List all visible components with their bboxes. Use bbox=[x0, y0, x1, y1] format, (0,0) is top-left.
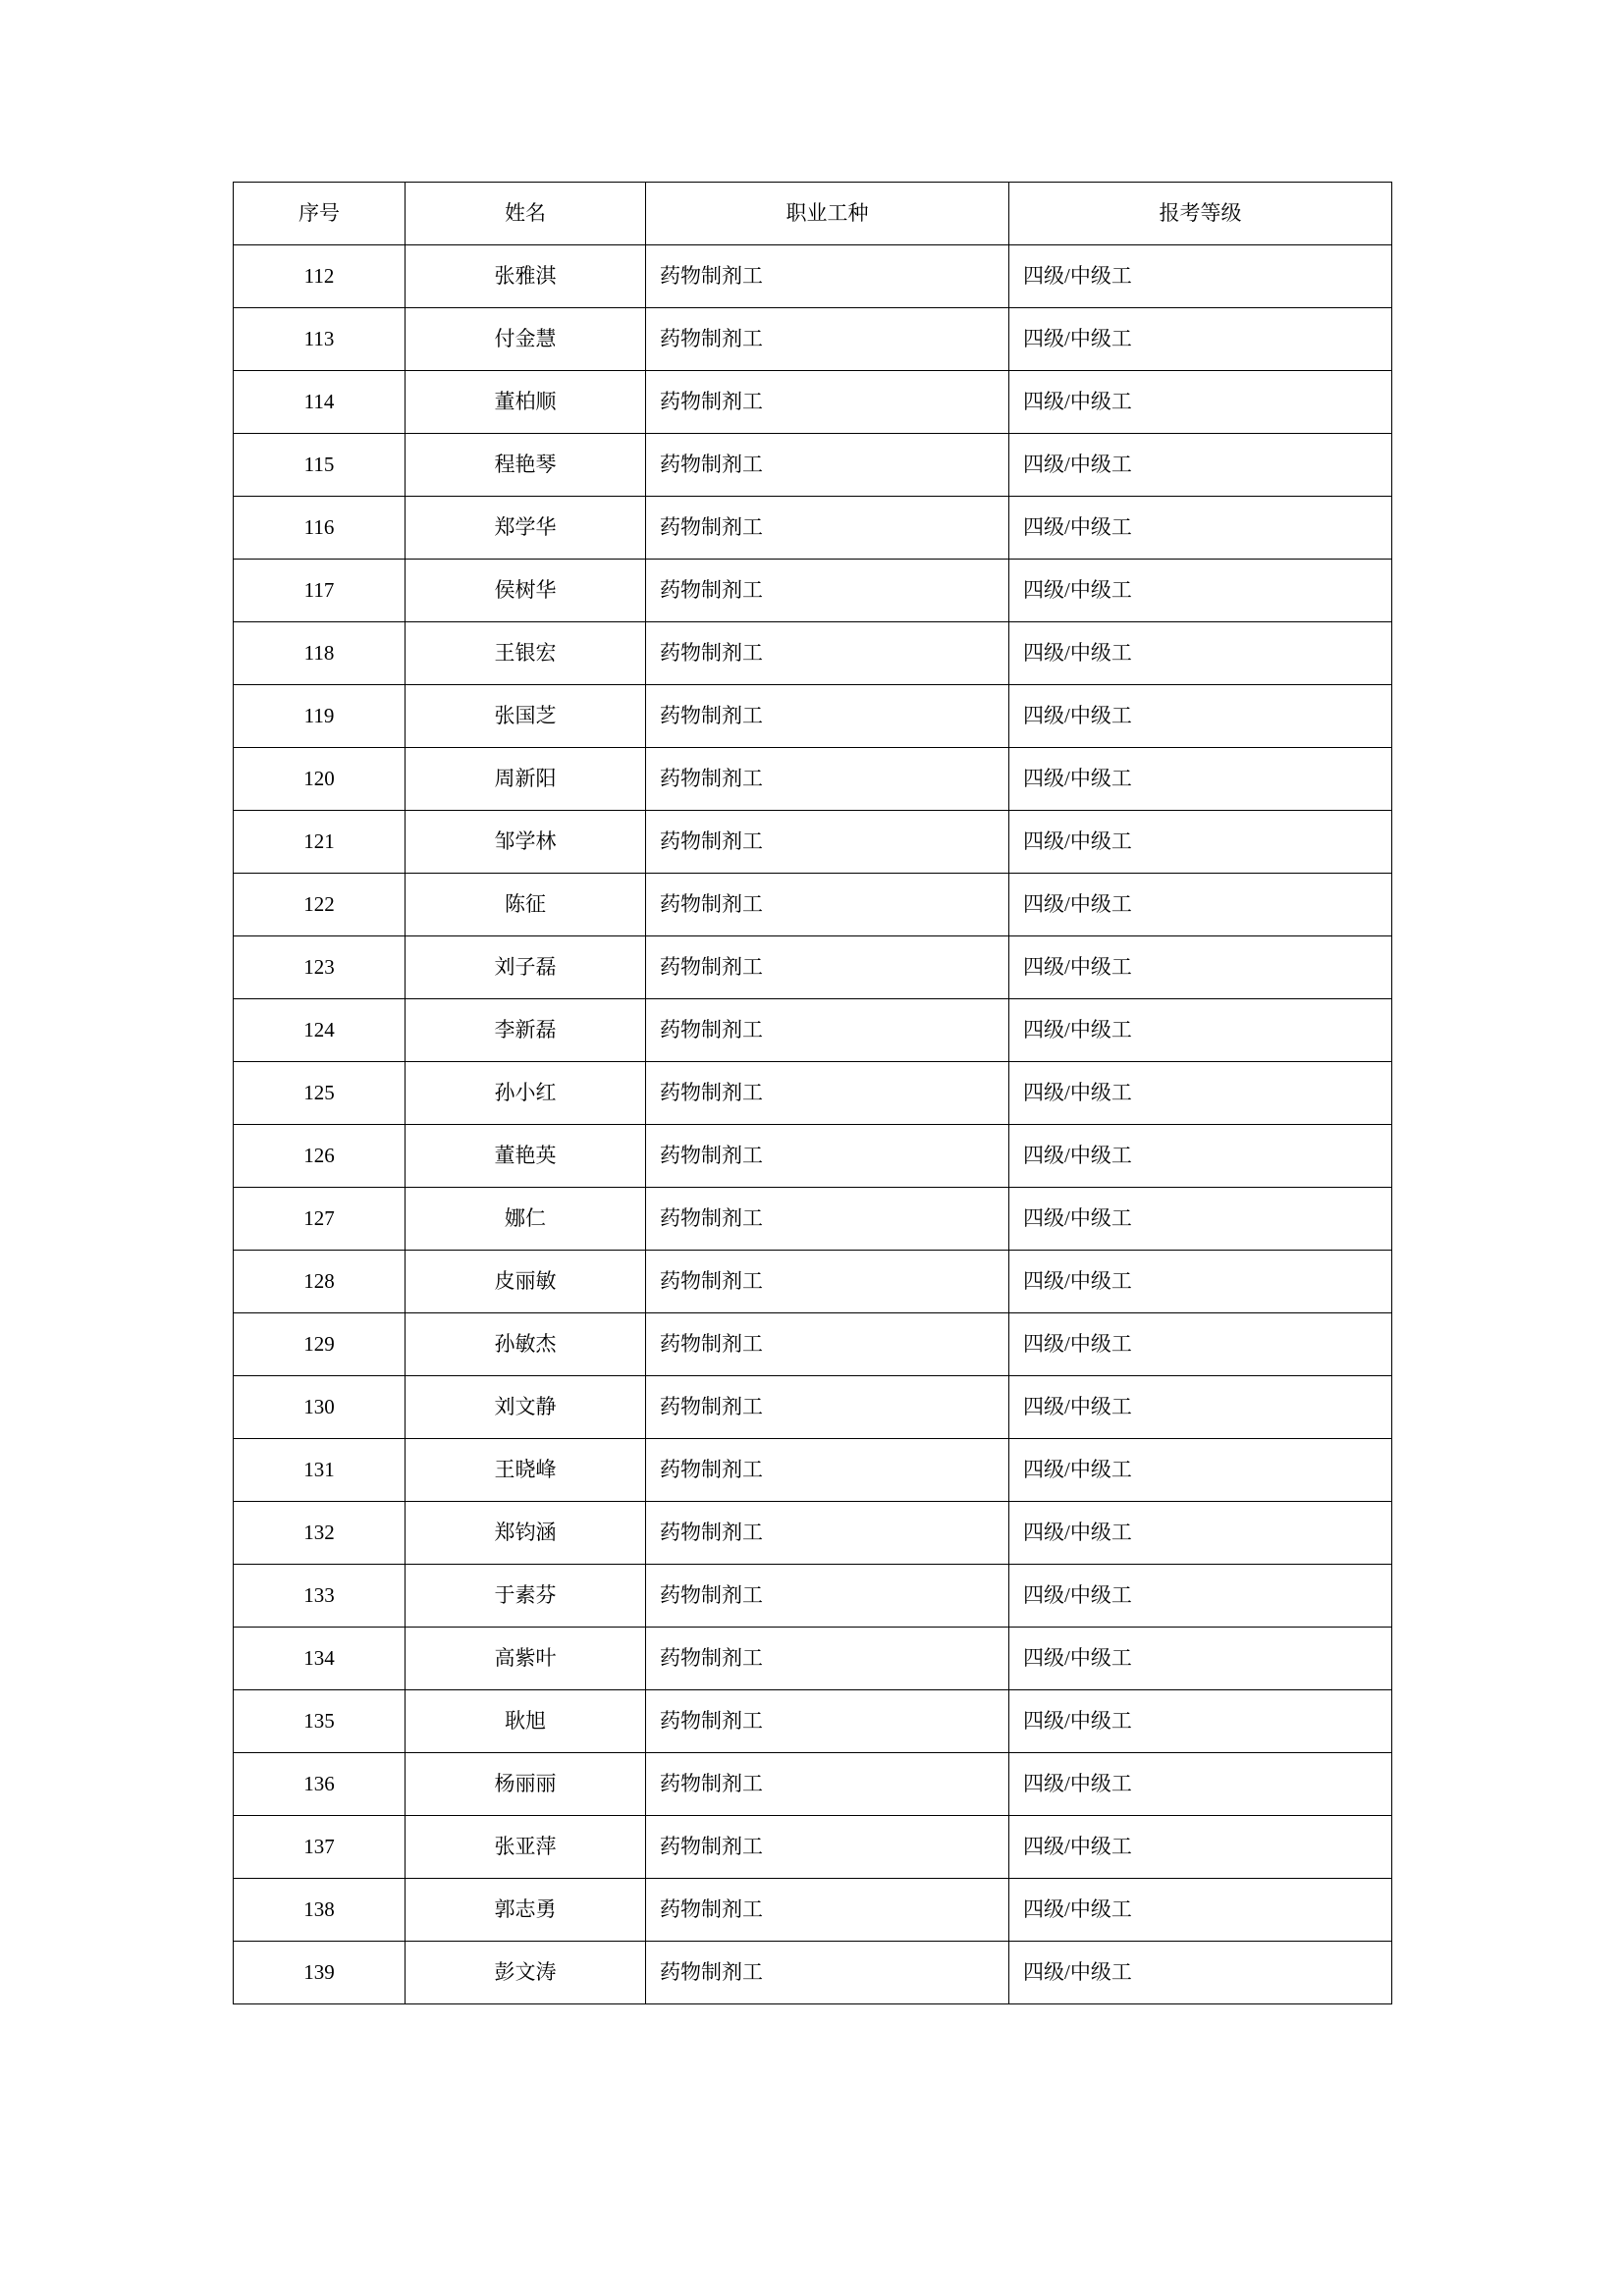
column-header-level: 报考等级 bbox=[1009, 183, 1392, 245]
table-row bbox=[234, 685, 1392, 748]
table-row bbox=[234, 371, 1392, 434]
cell-seq: 122 bbox=[234, 874, 406, 936]
cell-level: 四级/中级工 bbox=[1009, 1565, 1392, 1628]
cell-level: 四级/中级工 bbox=[1009, 1062, 1392, 1125]
cell-seq: 133 bbox=[234, 1565, 406, 1628]
cell-level: 四级/中级工 bbox=[1009, 308, 1392, 371]
cell-level: 四级/中级工 bbox=[1009, 811, 1392, 874]
cell-job: 药物制剂工 bbox=[646, 748, 1009, 811]
table-row bbox=[234, 874, 1392, 936]
cell-seq: 132 bbox=[234, 1502, 406, 1565]
table-row bbox=[234, 748, 1392, 811]
cell-level: 四级/中级工 bbox=[1009, 245, 1392, 308]
table-row bbox=[234, 308, 1392, 371]
column-header-name: 姓名 bbox=[406, 183, 646, 245]
cell-seq: 139 bbox=[234, 1942, 406, 2004]
cell-level: 四级/中级工 bbox=[1009, 874, 1392, 936]
table-row bbox=[234, 622, 1392, 685]
cell-job: 药物制剂工 bbox=[646, 1565, 1009, 1628]
cell-name: 娜仁 bbox=[406, 1188, 646, 1251]
cell-name: 王晓峰 bbox=[406, 1439, 646, 1502]
table-row bbox=[234, 560, 1392, 622]
table-row bbox=[234, 1502, 1392, 1565]
cell-name: 杨丽丽 bbox=[406, 1753, 646, 1816]
cell-level: 四级/中级工 bbox=[1009, 371, 1392, 434]
cell-level: 四级/中级工 bbox=[1009, 1753, 1392, 1816]
cell-name: 张雅淇 bbox=[406, 245, 646, 308]
cell-name: 王银宏 bbox=[406, 622, 646, 685]
table-row bbox=[234, 1062, 1392, 1125]
table-row bbox=[234, 936, 1392, 999]
cell-name: 李新磊 bbox=[406, 999, 646, 1062]
table-row bbox=[234, 1313, 1392, 1376]
cell-job: 药物制剂工 bbox=[646, 1062, 1009, 1125]
table-row bbox=[234, 1251, 1392, 1313]
table-row bbox=[234, 497, 1392, 560]
table-row bbox=[234, 1816, 1392, 1879]
cell-level: 四级/中级工 bbox=[1009, 1502, 1392, 1565]
cell-name: 郭志勇 bbox=[406, 1879, 646, 1942]
cell-name: 高紫叶 bbox=[406, 1628, 646, 1690]
cell-name: 刘子磊 bbox=[406, 936, 646, 999]
cell-seq: 131 bbox=[234, 1439, 406, 1502]
table-row bbox=[234, 434, 1392, 497]
cell-name: 孙敏杰 bbox=[406, 1313, 646, 1376]
cell-seq: 127 bbox=[234, 1188, 406, 1251]
table-row bbox=[234, 1753, 1392, 1816]
cell-seq: 129 bbox=[234, 1313, 406, 1376]
cell-seq: 119 bbox=[234, 685, 406, 748]
cell-level: 四级/中级工 bbox=[1009, 1879, 1392, 1942]
cell-seq: 137 bbox=[234, 1816, 406, 1879]
cell-name: 皮丽敏 bbox=[406, 1251, 646, 1313]
table-row bbox=[234, 1188, 1392, 1251]
column-header-seq: 序号 bbox=[234, 183, 406, 245]
cell-seq: 136 bbox=[234, 1753, 406, 1816]
cell-job: 药物制剂工 bbox=[646, 1753, 1009, 1816]
cell-name: 付金慧 bbox=[406, 308, 646, 371]
table-row bbox=[234, 1942, 1392, 2004]
cell-job: 药物制剂工 bbox=[646, 999, 1009, 1062]
cell-level: 四级/中级工 bbox=[1009, 999, 1392, 1062]
cell-level: 四级/中级工 bbox=[1009, 497, 1392, 560]
cell-seq: 120 bbox=[234, 748, 406, 811]
cell-name: 郑钧涵 bbox=[406, 1502, 646, 1565]
cell-level: 四级/中级工 bbox=[1009, 1690, 1392, 1753]
table-row bbox=[234, 1125, 1392, 1188]
cell-level: 四级/中级工 bbox=[1009, 434, 1392, 497]
cell-level: 四级/中级工 bbox=[1009, 1251, 1392, 1313]
cell-seq: 114 bbox=[234, 371, 406, 434]
table-row bbox=[234, 1879, 1392, 1942]
cell-name: 侯树华 bbox=[406, 560, 646, 622]
cell-job: 药物制剂工 bbox=[646, 1188, 1009, 1251]
cell-name: 张亚萍 bbox=[406, 1816, 646, 1879]
cell-job: 药物制剂工 bbox=[646, 497, 1009, 560]
cell-level: 四级/中级工 bbox=[1009, 622, 1392, 685]
cell-job: 药物制剂工 bbox=[646, 685, 1009, 748]
cell-level: 四级/中级工 bbox=[1009, 1628, 1392, 1690]
cell-seq: 126 bbox=[234, 1125, 406, 1188]
cell-seq: 138 bbox=[234, 1879, 406, 1942]
table-row bbox=[234, 999, 1392, 1062]
cell-job: 药物制剂工 bbox=[646, 622, 1009, 685]
column-header-job: 职业工种 bbox=[646, 183, 1009, 245]
cell-job: 药物制剂工 bbox=[646, 1376, 1009, 1439]
cell-seq: 117 bbox=[234, 560, 406, 622]
cell-seq: 123 bbox=[234, 936, 406, 999]
cell-name: 于素芬 bbox=[406, 1565, 646, 1628]
cell-seq: 135 bbox=[234, 1690, 406, 1753]
cell-job: 药物制剂工 bbox=[646, 1942, 1009, 2004]
cell-name: 耿旭 bbox=[406, 1690, 646, 1753]
cell-job: 药物制剂工 bbox=[646, 1879, 1009, 1942]
cell-level: 四级/中级工 bbox=[1009, 1816, 1392, 1879]
cell-job: 药物制剂工 bbox=[646, 1439, 1009, 1502]
cell-job: 药物制剂工 bbox=[646, 371, 1009, 434]
table-row bbox=[234, 811, 1392, 874]
cell-name: 董艳英 bbox=[406, 1125, 646, 1188]
cell-level: 四级/中级工 bbox=[1009, 1125, 1392, 1188]
cell-seq: 113 bbox=[234, 308, 406, 371]
cell-seq: 118 bbox=[234, 622, 406, 685]
cell-job: 药物制剂工 bbox=[646, 434, 1009, 497]
cell-level: 四级/中级工 bbox=[1009, 1313, 1392, 1376]
cell-job: 药物制剂工 bbox=[646, 1502, 1009, 1565]
cell-seq: 115 bbox=[234, 434, 406, 497]
table-row bbox=[234, 1690, 1392, 1753]
cell-level: 四级/中级工 bbox=[1009, 560, 1392, 622]
table-header bbox=[234, 183, 1392, 245]
table-row bbox=[234, 245, 1392, 308]
cell-level: 四级/中级工 bbox=[1009, 1439, 1392, 1502]
cell-job: 药物制剂工 bbox=[646, 1251, 1009, 1313]
cell-seq: 116 bbox=[234, 497, 406, 560]
cell-seq: 125 bbox=[234, 1062, 406, 1125]
cell-name: 董柏顺 bbox=[406, 371, 646, 434]
cell-level: 四级/中级工 bbox=[1009, 1376, 1392, 1439]
cell-job: 药物制剂工 bbox=[646, 1313, 1009, 1376]
cell-seq: 124 bbox=[234, 999, 406, 1062]
cell-seq: 121 bbox=[234, 811, 406, 874]
cell-seq: 134 bbox=[234, 1628, 406, 1690]
cell-name: 彭文涛 bbox=[406, 1942, 646, 2004]
cell-job: 药物制剂工 bbox=[646, 245, 1009, 308]
cell-level: 四级/中级工 bbox=[1009, 748, 1392, 811]
table-header-row bbox=[234, 183, 1392, 245]
cell-name: 陈征 bbox=[406, 874, 646, 936]
table-row bbox=[234, 1565, 1392, 1628]
cell-job: 药物制剂工 bbox=[646, 308, 1009, 371]
cell-job: 药物制剂工 bbox=[646, 874, 1009, 936]
cell-job: 药物制剂工 bbox=[646, 1690, 1009, 1753]
table-body bbox=[234, 245, 1392, 2004]
cell-name: 周新阳 bbox=[406, 748, 646, 811]
cell-job: 药物制剂工 bbox=[646, 936, 1009, 999]
cell-name: 程艳琴 bbox=[406, 434, 646, 497]
roster-table-container bbox=[233, 182, 1391, 2004]
cell-seq: 130 bbox=[234, 1376, 406, 1439]
cell-name: 孙小红 bbox=[406, 1062, 646, 1125]
cell-level: 四级/中级工 bbox=[1009, 1942, 1392, 2004]
roster-table bbox=[233, 182, 1392, 2004]
cell-job: 药物制剂工 bbox=[646, 1125, 1009, 1188]
cell-level: 四级/中级工 bbox=[1009, 936, 1392, 999]
cell-job: 药物制剂工 bbox=[646, 1628, 1009, 1690]
table-row bbox=[234, 1628, 1392, 1690]
cell-job: 药物制剂工 bbox=[646, 1816, 1009, 1879]
cell-job: 药物制剂工 bbox=[646, 811, 1009, 874]
cell-seq: 112 bbox=[234, 245, 406, 308]
table-row bbox=[234, 1376, 1392, 1439]
cell-level: 四级/中级工 bbox=[1009, 685, 1392, 748]
cell-seq: 128 bbox=[234, 1251, 406, 1313]
cell-level: 四级/中级工 bbox=[1009, 1188, 1392, 1251]
table-row bbox=[234, 1439, 1392, 1502]
cell-name: 刘文静 bbox=[406, 1376, 646, 1439]
cell-job: 药物制剂工 bbox=[646, 560, 1009, 622]
cell-name: 郑学华 bbox=[406, 497, 646, 560]
cell-name: 邹学林 bbox=[406, 811, 646, 874]
cell-name: 张国芝 bbox=[406, 685, 646, 748]
